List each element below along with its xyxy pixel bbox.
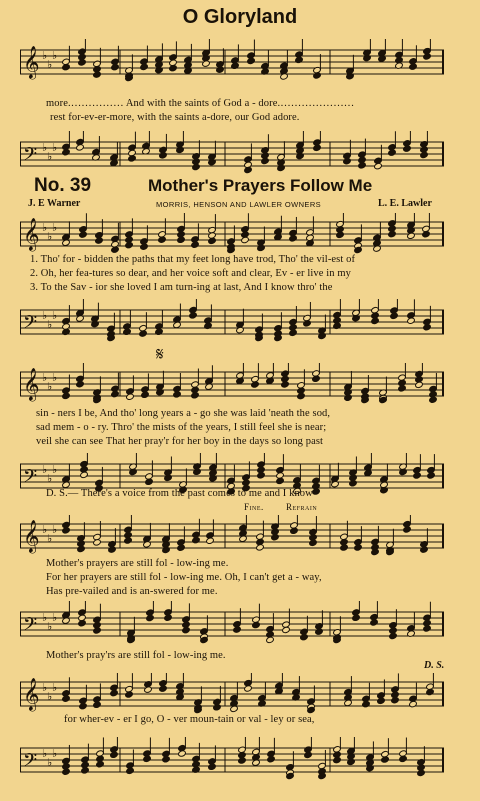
ds-lyric-line: D. S.— There's a voice from the past comes to me and I know [46, 488, 313, 499]
verse-line-3: veil she can see That her pray'r for her boy in the days so long past [36, 436, 324, 447]
svg-text:𝄞: 𝄞 [23, 217, 40, 251]
svg-text:𝄢: 𝄢 [23, 750, 38, 776]
hymn-title: Mother's Prayers Follow Me [148, 176, 373, 195]
music-staff [20, 672, 444, 716]
music-staff [20, 736, 444, 784]
refrain-label: Refrain [286, 502, 318, 512]
staff-svg [20, 736, 444, 784]
verse-line-1: Mother's prayers are still fol - low-ing me. [46, 558, 229, 569]
svg-text:𝄞: 𝄞 [23, 677, 40, 711]
svg-text:♭: ♭ [52, 49, 58, 62]
music-staff [20, 298, 444, 346]
fine-label: Fine. [244, 502, 264, 512]
refrain-lyric-line: Mother's pray'rs are still fol - low-ing me. [46, 650, 226, 661]
lyricist-credit: J. E Warner [28, 198, 81, 209]
verse-line-1: sin - ners I be, And tho' long years a - go she was laid 'neath the sod, [36, 408, 331, 419]
verse-line-2: For her prayers are still fol - low-ing me. Oh, I can't get a - way, [46, 572, 322, 583]
svg-text:♭: ♭ [42, 681, 48, 694]
svg-text:♭: ♭ [42, 141, 48, 154]
svg-text:♭: ♭ [52, 523, 58, 536]
svg-text:♭: ♭ [47, 690, 53, 703]
staff-svg [20, 212, 444, 256]
svg-text:𝄞: 𝄞 [23, 45, 40, 79]
svg-text:♭: ♭ [47, 58, 53, 71]
music-staff [20, 514, 444, 558]
svg-text:♭: ♭ [52, 371, 58, 384]
refrain-lyric-line: for wher-ev - er I go, O - ver moun-tain or val - ley or sea, [64, 714, 315, 725]
staff-svg [20, 514, 444, 558]
segno-sign: 𝄋 [156, 344, 164, 365]
svg-text:𝄞: 𝄞 [23, 367, 40, 401]
svg-text:♭: ♭ [42, 221, 48, 234]
music-staff [20, 38, 444, 86]
svg-text:𝄢: 𝄢 [23, 144, 38, 170]
svg-text:♭: ♭ [47, 230, 53, 243]
verse-line-3: 3. To the Sav - ior she loved I am turn-ing at last, And I know thro' the [30, 282, 333, 293]
svg-text:♭: ♭ [52, 611, 58, 624]
svg-text:♭: ♭ [52, 221, 58, 234]
svg-text:♭: ♭ [47, 620, 53, 633]
svg-text:♭: ♭ [42, 49, 48, 62]
top-hymn-title: O Gloryland [182, 6, 298, 28]
svg-text:♭: ♭ [42, 747, 48, 760]
staff-svg [20, 672, 444, 716]
svg-text:♭: ♭ [52, 309, 58, 322]
svg-text:♭: ♭ [52, 681, 58, 694]
svg-text:𝄞: 𝄞 [23, 519, 40, 553]
music-staff [20, 600, 444, 648]
svg-text:𝄢: 𝄢 [23, 312, 38, 338]
verse-line-2: sad mem - o - ry. Thro' the mists of the years, I still feel she is near; [36, 422, 327, 433]
svg-text:♭: ♭ [47, 756, 53, 769]
verse-line-1: 1. Tho' for - bidden the paths that my feet long have trod, Tho' the vil-est of [30, 254, 356, 265]
svg-text:♭: ♭ [47, 318, 53, 331]
staff-svg [20, 298, 444, 346]
svg-text:♭: ♭ [42, 523, 48, 536]
svg-text:𝄢: 𝄢 [23, 614, 38, 640]
staff-svg [20, 600, 444, 648]
verse-line-2: 2. Oh, her fea-tures so dear, and her voice soft and clear, Ev - er live in my [30, 268, 351, 279]
svg-text:♭: ♭ [42, 611, 48, 624]
staff-svg [20, 130, 444, 178]
svg-text:♭: ♭ [47, 380, 53, 393]
svg-text:♭: ♭ [42, 463, 48, 476]
svg-text:♭: ♭ [47, 150, 53, 163]
lyric-line: more.…………… And with the saints of God a - dore.………………… [46, 98, 355, 109]
copyright-owners: MORRIS, HENSON AND LAWLER OWNERS [156, 200, 322, 209]
svg-text:♭: ♭ [52, 747, 58, 760]
music-staff [20, 362, 444, 406]
svg-text:♭: ♭ [42, 371, 48, 384]
svg-text:♭: ♭ [47, 472, 53, 485]
svg-text:♭: ♭ [52, 463, 58, 476]
staff-svg [20, 38, 444, 86]
music-staff [20, 130, 444, 178]
svg-text:♭: ♭ [42, 309, 48, 322]
svg-text:𝄢: 𝄢 [23, 466, 38, 492]
hymn-number: No. 39 [34, 175, 92, 196]
verse-line-3: Has pre-vailed and is an-swered for me. [46, 586, 218, 597]
music-staff [20, 212, 444, 256]
staff-svg [20, 362, 444, 406]
svg-text:♭: ♭ [52, 141, 58, 154]
composer-credit: L. E. Lawler [378, 198, 432, 209]
svg-text:♭: ♭ [47, 532, 53, 545]
ds-mark: D. S. [424, 660, 445, 671]
lyric-line: rest for-ev-er-more, with the saints a-dore, our God adore. [50, 112, 300, 123]
